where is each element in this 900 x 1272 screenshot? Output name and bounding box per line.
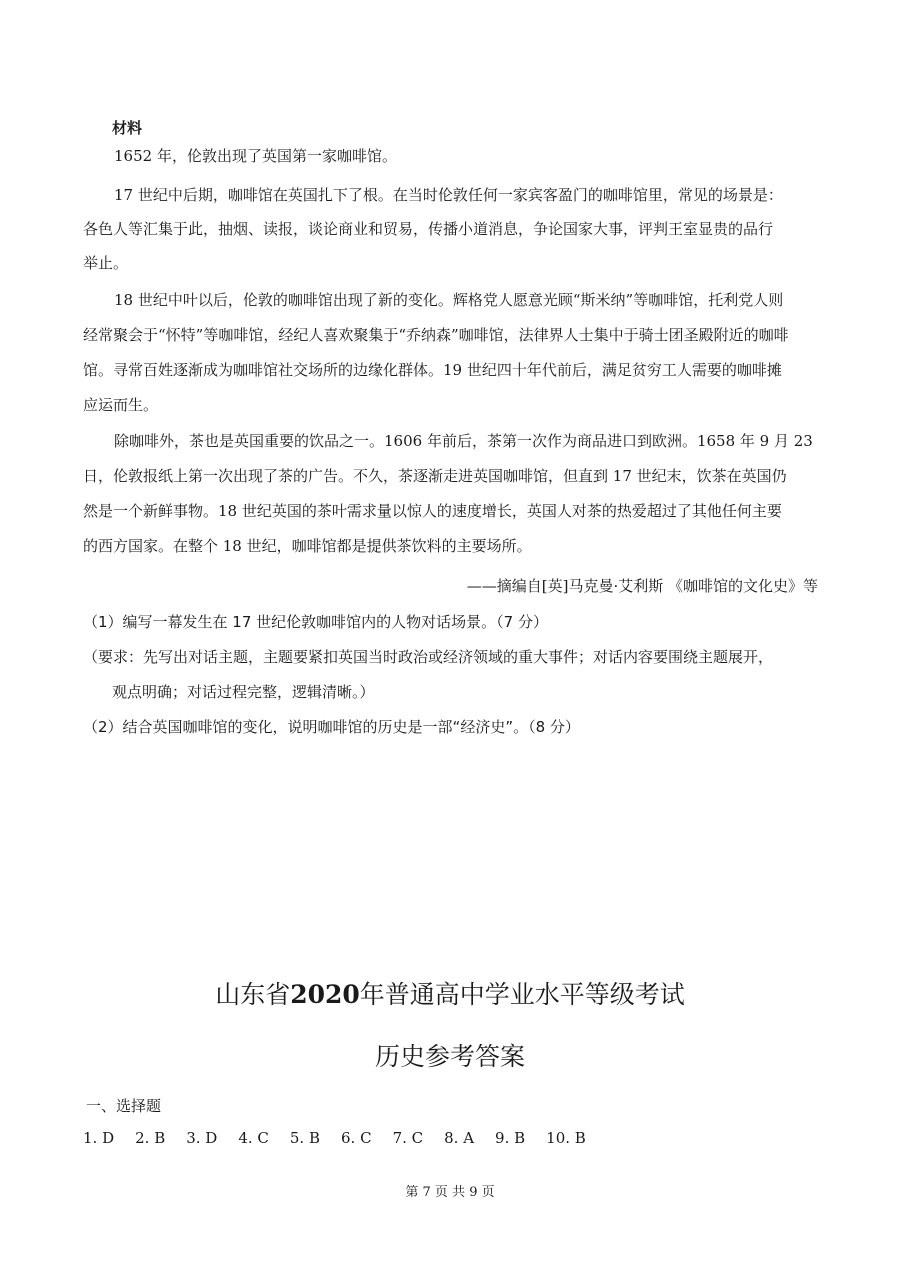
material-line: 各色人等汇集于此，抽烟、读报，谈论商业和贸易，传播小道消息，争论国家大事，评判王室显贵的品行 — [83, 220, 774, 238]
answer-item: 3. D — [186, 1129, 218, 1147]
answer-title — [0, 980, 900, 1010]
material-line: 应运而生。 — [83, 396, 159, 414]
material-line: 馆。寻常百姓逐渐成为咖啡馆社交场所的边缘化群体。19 世纪四十年代前后，满足贫穷工人需要的咖啡摊 — [83, 361, 782, 379]
answer-item: 4. C — [238, 1129, 269, 1147]
question-1: （1）编写一幕发生在 17 世纪伦敦咖啡馆内的人物对话场景。（7 分） — [83, 613, 548, 631]
material-label: 材料 — [112, 119, 143, 137]
question-1-requirement: （要求：先写出对话主题，主题要紧扣英国当时政治或经济领域的重大事件；对话内容要围绕主题展开， — [83, 648, 774, 666]
answer-item: 9. B — [495, 1129, 526, 1147]
answer-item: 2. B — [135, 1129, 166, 1147]
page-footer: 第 7 页 共 9 页 — [405, 1185, 495, 1200]
question-2: （2）结合英国咖啡馆的变化，说明咖啡馆的历史是一部“经济史”。（8 分） — [83, 718, 580, 736]
answer-item: 1. D — [83, 1129, 115, 1147]
answer-item: 7. C — [392, 1129, 424, 1147]
answer-subtitle: 历史参考答案 — [374, 1042, 525, 1071]
section-heading: 一、选择题 — [86, 1097, 162, 1115]
material-line: 的西方国家。在整个 18 世纪，咖啡馆都是提供茶饮料的主要场所。 — [83, 537, 532, 555]
answer-title-prefix: 山东省 — [215, 980, 291, 1009]
material-line: 1652 年，伦敦出现了英国第一家咖啡馆。 — [114, 147, 397, 165]
material-line: 17 世纪中后期，咖啡馆在英国扎下了根。在当时伦敦任何一家宾客盈门的咖啡馆里，常见的场景是： — [114, 186, 783, 204]
answer-item: 5. B — [289, 1129, 320, 1147]
answer-item: 10. B — [546, 1129, 586, 1147]
material-line: 举止。 — [83, 254, 129, 272]
answer-title-suffix: 年普通高中学业水平等级考试 — [359, 980, 685, 1009]
material-line: 经常聚会于“怀特”等咖啡馆，经纪人喜欢聚集于“乔纳森”咖啡馆，法律界人士集中于骑士团圣殿附近的咖啡 — [83, 326, 789, 344]
material-line: 日，伦敦报纸上第一次出现了茶的广告。不久，茶逐渐走进英国咖啡馆，但直到 17 世纪末，饮茶在英国仍 — [83, 467, 787, 485]
material-source: ——摘编自[英]马克曼·艾利斯 《咖啡馆的文化史》等 — [466, 577, 818, 595]
material-line: 18 世纪中叶以后，伦敦的咖啡馆出现了新的变化。辉格党人愿意光顾“斯米纳”等咖啡馆，托利党人则 — [114, 291, 784, 309]
answer-item: 8. A — [444, 1129, 475, 1147]
answer-item: 6. C — [341, 1129, 372, 1147]
question-1-requirement-cont: 观点明确；对话过程完整，逻辑清晰。） — [112, 683, 375, 701]
answer-list — [83, 1129, 607, 1147]
material-line: 然是一个新鲜事物。18 世纪英国的茶叶需求量以惊人的速度增长，英国人对茶的热爱超过了其他任何主要 — [83, 502, 782, 520]
answer-title-year: 2020 — [290, 980, 360, 1009]
material-line: 除咖啡外，茶也是英国重要的饮品之一。1606 年前后，茶第一次作为商品进口到欧洲。1658 年 9 月 23 — [114, 432, 813, 450]
